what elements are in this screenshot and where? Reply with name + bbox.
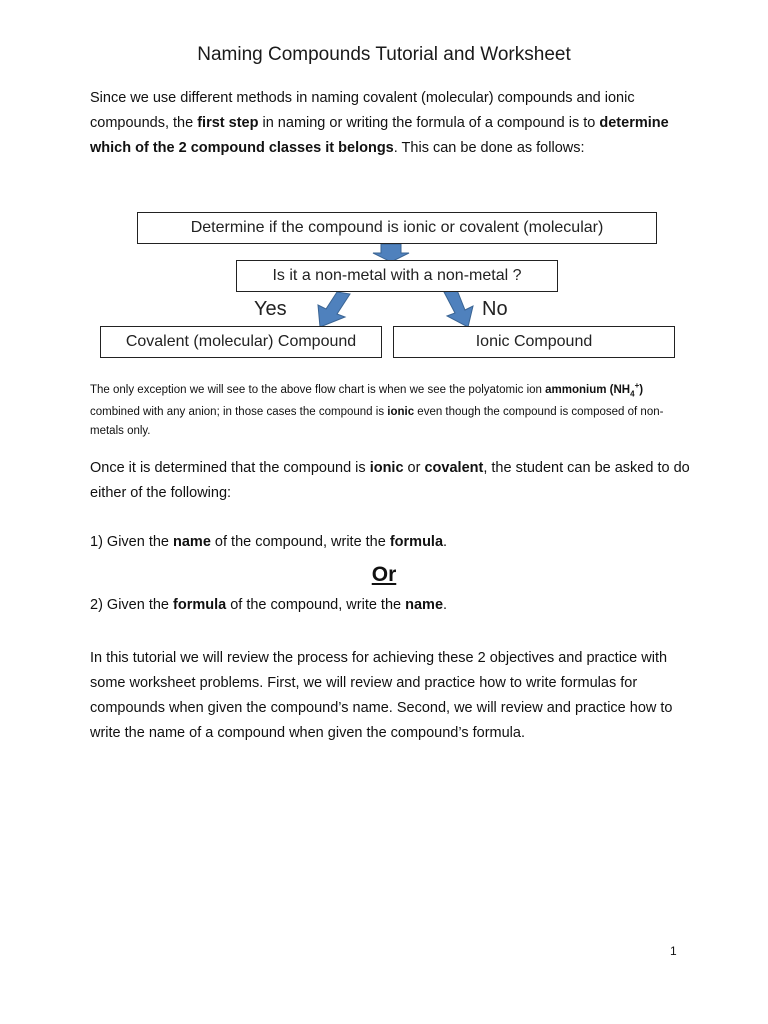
exception-bold-ammonium xyxy=(545,381,644,399)
once-bold-ionic: ionic xyxy=(369,460,404,476)
once-text-3: , the student can be asked to do either of the following: xyxy=(90,460,690,501)
page-title: Naming Compounds Tutorial and Worksheet xyxy=(197,44,571,65)
arrow-to-covalent-icon xyxy=(318,292,350,327)
intro-text-2: in naming or writing the formula of a compound is to xyxy=(258,115,600,131)
item1-text-1: 1) Given the xyxy=(90,534,174,550)
ammonium-superscript: + xyxy=(634,381,640,390)
intro-text-1: Since we use different methods in naming covalent (molecular) compounds and ionic compounds, the xyxy=(90,90,635,131)
item2-text-1: 2) Given the xyxy=(90,597,174,613)
exception-note xyxy=(90,376,690,441)
once-text-1: Once it is determined that the compound is xyxy=(90,460,370,476)
flowchart-box-determine: Determine if the compound is ionic or covalent (molecular) xyxy=(137,212,657,244)
item1-bold-formula: formula xyxy=(389,534,444,550)
exception-text-1: The only exception we will see to the above flow chart is when we see the polyatomic ion xyxy=(90,383,546,396)
flowchart-no-label: No xyxy=(482,298,508,320)
objective-1 xyxy=(90,534,447,550)
intro-bold-determine: determine which of the 2 compound classes it belongs xyxy=(90,115,669,156)
exception-bold-ionic: ionic xyxy=(387,406,415,419)
item2-text-3: . xyxy=(443,597,448,613)
once-bold-covalent: covalent xyxy=(424,460,484,476)
item2-bold-formula: formula xyxy=(173,597,227,613)
item1-text-2: of the compound, write the xyxy=(210,534,390,550)
page-number: 1 xyxy=(670,944,677,958)
objective-2 xyxy=(90,597,447,613)
tutorial-paragraph: In this tutorial we will review the process for achieving these 2 objectives and practice with some worksheet problems. First, we will review and practice how to write formulas for compounds when given the compound’s name. Second, we will review and practice how to write the name of a compound when given the compound’s formula. xyxy=(90,650,673,741)
item2-text-2: of the compound, write the xyxy=(226,597,406,613)
flowchart-box-covalent: Covalent (molecular) Compound xyxy=(100,326,382,358)
determination-paragraph xyxy=(90,456,690,506)
or-heading: Or xyxy=(371,563,397,586)
ammonium-close: ) xyxy=(639,383,644,396)
item1-text-3: . xyxy=(443,534,448,550)
item2-bold-name: name xyxy=(405,597,444,613)
ammonium-subscript: 4 xyxy=(630,389,635,399)
intro-text-3: . This can be done as follows: xyxy=(393,140,585,156)
arrow-to-ionic-icon xyxy=(444,290,473,327)
exception-text-2: combined with any anion; in those cases the compound is xyxy=(90,406,388,419)
flowchart-box-nonmetal-question: Is it a non-metal with a non-metal ? xyxy=(236,260,558,292)
flowchart-yes-label: Yes xyxy=(254,298,287,320)
exception-text-3: even though the compound is composed of non-metals only. xyxy=(90,406,664,438)
ammonium-label: ammonium (NH xyxy=(545,383,631,396)
flowchart-box-ionic: Ionic Compound xyxy=(393,326,675,358)
intro-bold-first-step: first step xyxy=(197,115,259,131)
item1-bold-name: name xyxy=(173,534,211,550)
once-text-2: or xyxy=(403,460,425,476)
